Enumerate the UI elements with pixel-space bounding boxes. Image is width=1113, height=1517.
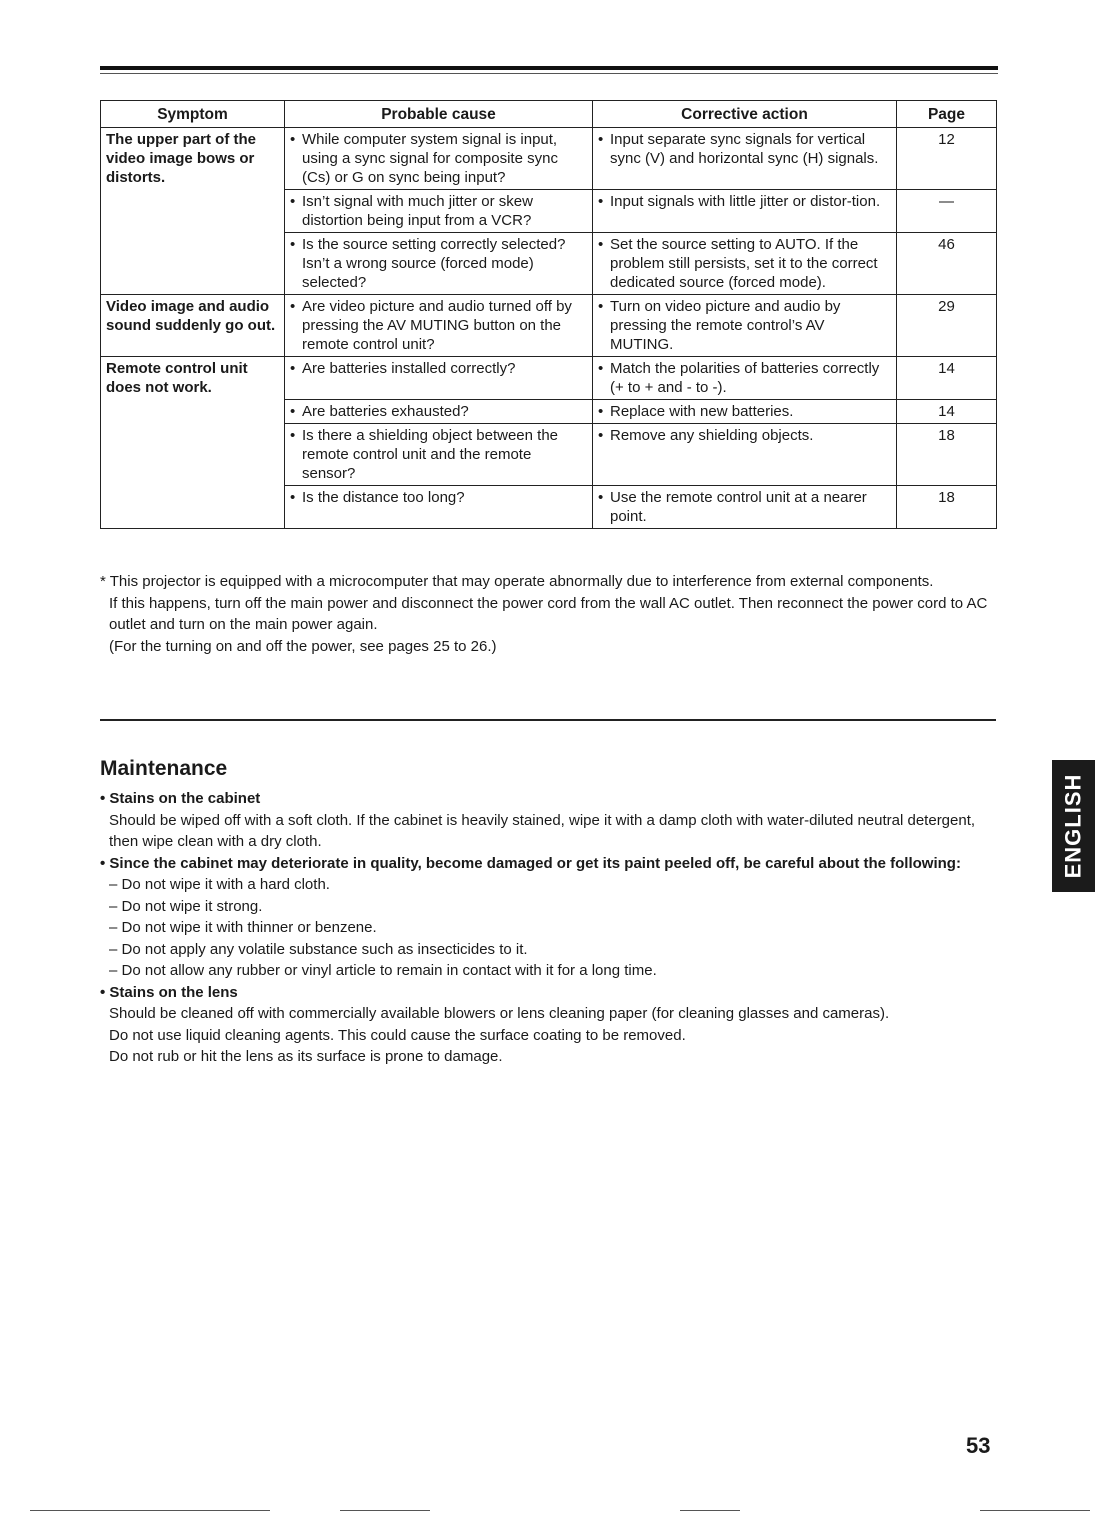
cause-cell: • Are batteries installed correctly? — [285, 357, 593, 400]
caution-item: – Do not wipe it with a hard cloth. — [109, 876, 330, 893]
action-cell: • Input signals with little jitter or distor-tion. — [593, 190, 897, 233]
cause-cell: • While computer system signal is input, using a sync signal for composite sync (Cs) or G on sync being input? — [285, 128, 593, 190]
action-cell: • Turn on video picture and audio by pressing the remote control’s AV MUTING. — [593, 295, 897, 357]
footer-rule — [340, 1510, 430, 1511]
header-symptom: Symptom — [101, 101, 285, 128]
header-probable-cause: Probable cause — [285, 101, 593, 128]
table-header-row — [101, 101, 997, 128]
page-cell: 29 — [897, 295, 997, 357]
page-cell: — — [897, 190, 997, 233]
cause-cell: • Is there a shielding object between the remote control unit and the remote sensor? — [285, 424, 593, 486]
action-cell: • Input separate sync signals for vertical sync (V) and horizontal sync (H) signals. — [593, 128, 897, 190]
footnote-line: If this happens, turn off the main power and disconnect the power cord from the wall AC outlet. Then reconnect the power cord to AC outlet and turn on the main power again. — [109, 594, 988, 633]
cause-cell: • Is the source setting correctly selected? Isn’t a wrong source (forced mode) selected? — [285, 233, 593, 295]
footer-rule — [680, 1510, 740, 1511]
table-row — [101, 128, 997, 190]
footer-rule — [980, 1510, 1090, 1511]
header-page: Page — [897, 101, 997, 128]
page-cell: 46 — [897, 233, 997, 295]
maintenance-title: Maintenance — [100, 757, 228, 780]
caution-item: – Do not wipe it with thinner or benzene. — [109, 919, 377, 936]
symptom-cell: Video image and audio sound suddenly go out. — [101, 295, 285, 357]
symptom-cell: The upper part of the video image bows or distorts. — [101, 128, 285, 295]
table-row — [101, 295, 997, 357]
troubleshooting-table — [100, 100, 997, 529]
cause-cell: • Are batteries exhausted? — [285, 400, 593, 424]
page-cell: 12 — [897, 128, 997, 190]
lens-text: Should be cleaned off with commercially available blowers or lens cleaning paper (for cleaning glasses and cameras). — [109, 1005, 890, 1022]
section-divider — [100, 719, 996, 721]
page-cell: 14 — [897, 400, 997, 424]
action-cell: • Replace with new batteries. — [593, 400, 897, 424]
action-cell: • Set the source setting to AUTO. If the problem still persists, set it to the correct dedicated source (forced mode). — [593, 233, 897, 295]
cause-cell: • Are video picture and audio turned off by pressing the AV MUTING button on the remote control unit? — [285, 295, 593, 357]
page-cell: 18 — [897, 424, 997, 486]
footnote-line: * This projector is equipped with a microcomputer that may operate abnormally due to interference from external components. — [100, 573, 934, 590]
caution-item: – Do not allow any rubber or vinyl article to remain in contact with it for a long time. — [109, 962, 657, 979]
caution-item: – Do not apply any volatile substance such as insecticides to it. — [109, 940, 528, 958]
language-tab — [1052, 760, 1095, 892]
maintenance-section — [100, 756, 1000, 1068]
lens-text: Do not rub or hit the lens as its surface is prone to damage. — [109, 1048, 503, 1065]
lens-heading: • Stains on the lens — [100, 983, 238, 1001]
symptom-cell: Remote control unit does not work. — [101, 357, 285, 529]
lens-text: Do not use liquid cleaning agents. This could cause the surface coating to be removed. — [109, 1026, 686, 1044]
caution-heading: • Since the cabinet may deteriorate in quality, become damaged or get its paint peeled off, be careful about the following: — [100, 854, 961, 872]
language-tab-label: ENGLISH — [1060, 773, 1086, 879]
table-row — [101, 357, 997, 400]
cabinet-heading: • Stains on the cabinet — [100, 790, 261, 807]
action-cell: • Remove any shielding objects. — [593, 424, 897, 486]
cause-cell: • Isn’t signal with much jitter or skew distortion being input from a VCR? — [285, 190, 593, 233]
footnote — [100, 571, 1000, 657]
header-corrective-action: Corrective action — [593, 101, 897, 128]
footnote-line: (For the turning on and off the power, see pages 25 to 26.) — [109, 637, 497, 655]
top-rule-thin — [100, 73, 998, 74]
caution-item: – Do not wipe it strong. — [109, 897, 263, 915]
action-cell: • Use the remote control unit at a nearer point. — [593, 486, 897, 529]
cause-cell: • Is the distance too long? — [285, 486, 593, 529]
page-number: 53 — [966, 1433, 991, 1458]
action-cell: • Match the polarities of batteries correctly (+ to + and - to -). — [593, 357, 897, 400]
page-cell: 14 — [897, 357, 997, 400]
footer-rule — [30, 1510, 270, 1511]
cabinet-text: Should be wiped off with a soft cloth. If the cabinet is heavily stained, wipe it with a damp cloth with water-diluted neutral detergent, then wipe clean with a dry cloth. — [109, 811, 976, 850]
page-cell: 18 — [897, 486, 997, 529]
top-rule — [100, 66, 998, 70]
